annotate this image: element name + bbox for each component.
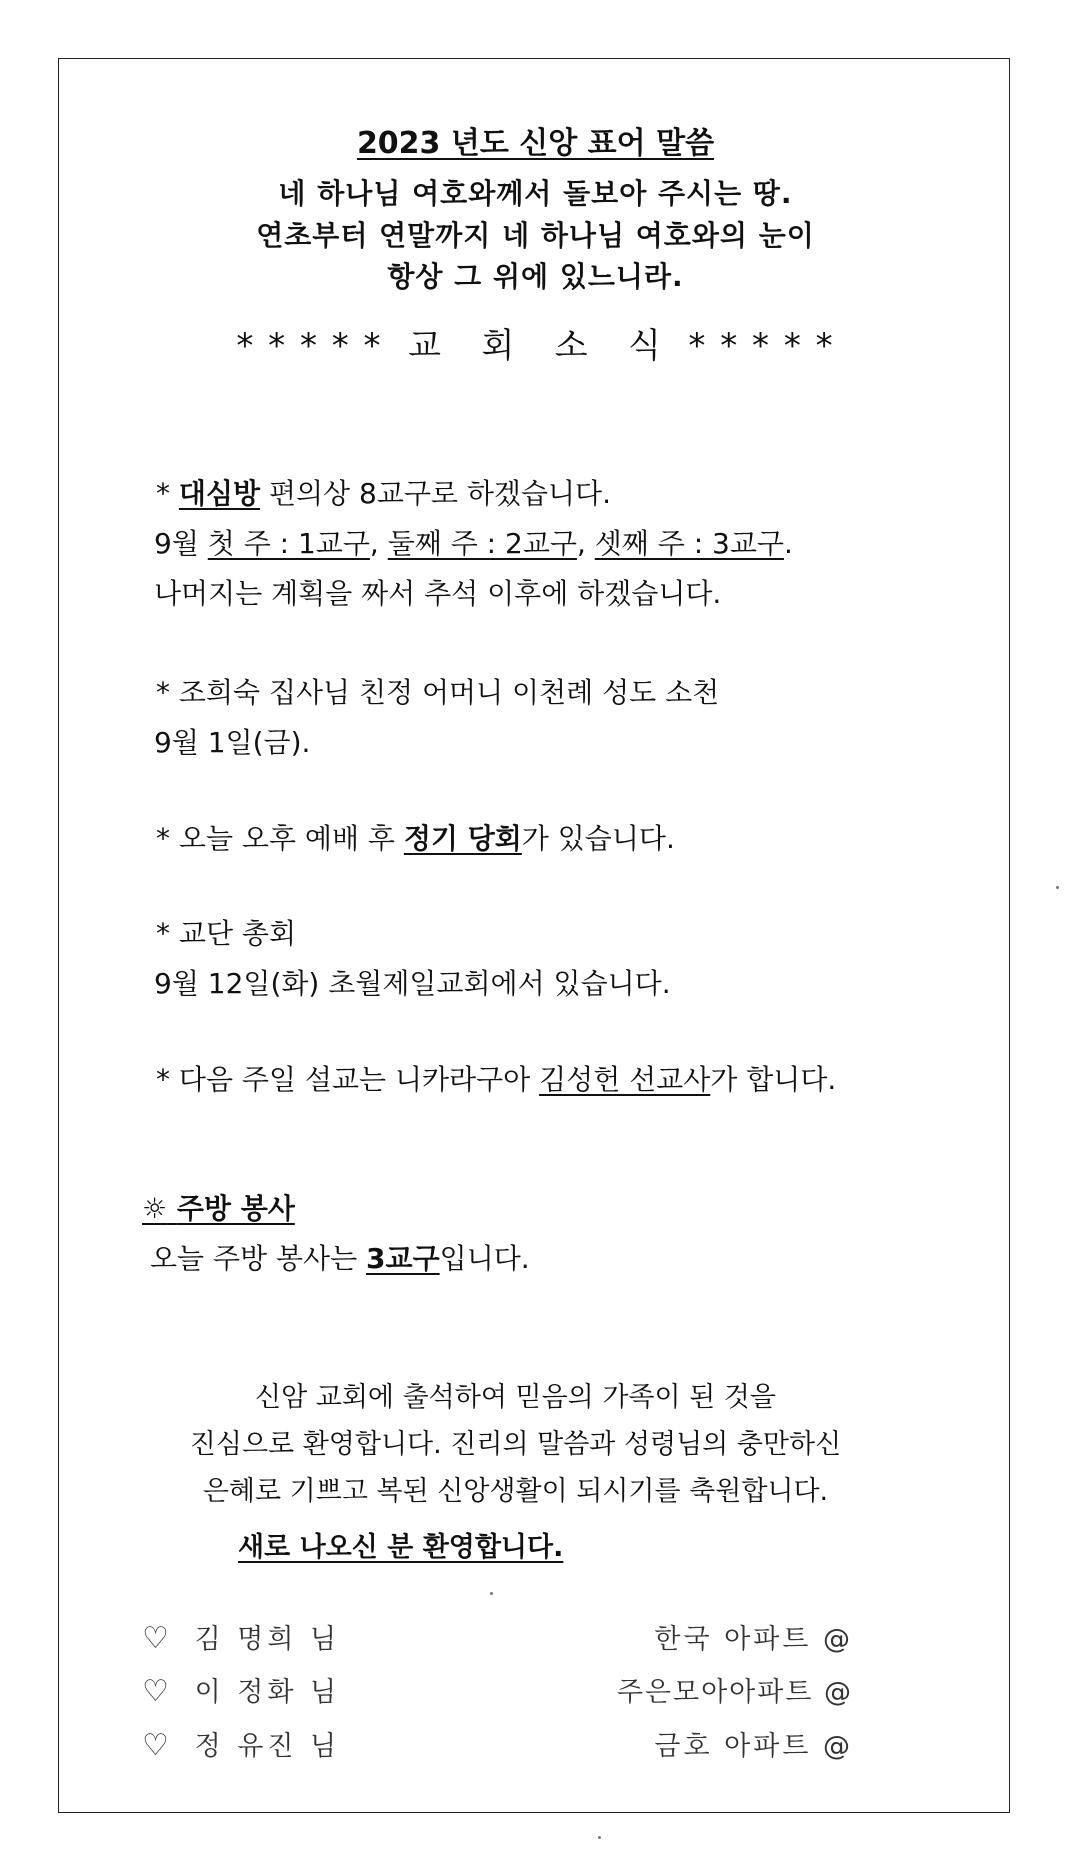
visitation-line-3: 나머지는 계획을 짜서 추석 이후에 하겠습니다.	[154, 577, 722, 610]
kitchen-prefix: 오늘 주방 봉사는	[150, 1242, 367, 1275]
visitation-week-1: 첫 주 : 1교구	[207, 527, 370, 560]
motto-title	[0, 118, 1071, 162]
sermon-suffix: 가 합니다.	[710, 1063, 837, 1096]
kitchen-heading	[142, 1187, 295, 1227]
verse-line-3: 항상 그 위에 있느니라.	[387, 260, 684, 293]
newcomer-row	[142, 1724, 340, 1763]
funeral-line-2: 9월 1일(금).	[154, 726, 311, 759]
visitation-keyword: 대심방	[178, 477, 261, 510]
heart-icon: ♡	[142, 1728, 169, 1763]
new-members-heading-text: 새로 나오신 분 환영합니다.	[238, 1532, 564, 1563]
assembly-line-1: * 교단 총회	[156, 917, 296, 950]
visitation-line-2	[154, 522, 793, 562]
sermon-keyword: 김성헌 선교사	[539, 1063, 711, 1096]
visitation-week-2: 둘째 주 : 2교구	[387, 527, 577, 560]
verse-line-1: 네 하나님 여호와께서 돌보아 주시는 땅.	[278, 177, 793, 210]
council-line	[156, 817, 675, 857]
separator: ,	[576, 527, 595, 560]
welcome-line-2: 진심으로 환영합니다. 진리의 말씀과 성령님의 충만하신	[189, 1429, 842, 1460]
welcome-line-3: 은혜로 기쁘고 복된 신앙생활이 되시기를 축원합니다.	[202, 1476, 829, 1507]
council-prefix: * 오늘 오후 예배 후	[156, 822, 404, 855]
motto-title-text: 2023 년도 신앙 표어 말씀	[356, 126, 715, 161]
newcomer-address: 한국 아파트 @	[654, 1624, 853, 1655]
newcomer-address: 금호 아파트 @	[654, 1731, 853, 1762]
newcomer-name: 정 유진 님	[194, 1731, 341, 1762]
visitation-week-3: 셋째 주 : 3교구	[594, 527, 784, 560]
verse-line-2: 연초부터 연말까지 네 하나님 여호와의 눈이	[256, 219, 815, 252]
sun-icon: ☼	[142, 1192, 168, 1225]
kitchen-heading-text	[142, 1192, 295, 1225]
scan-speck	[1056, 886, 1059, 889]
assembly-line-2: 9월 12일(화) 초월제일교회에서 있습니다.	[154, 967, 671, 1000]
scan-speck	[598, 1836, 601, 1839]
kitchen-keyword: 3교구	[366, 1242, 440, 1275]
visitation-rest: 편의상 8교구로 하겠습니다.	[260, 477, 612, 510]
visitation-month: 9월	[154, 527, 208, 560]
visitation-line-1	[156, 472, 611, 512]
newcomer-address: 주은모아아파트 @	[616, 1677, 853, 1708]
funeral-line-1: * 조희숙 집사님 친정 어머니 이천례 성도 소천	[156, 676, 720, 709]
newcomer-name: 김 명희 님	[194, 1624, 341, 1655]
heart-icon: ♡	[142, 1621, 169, 1656]
heart-icon: ♡	[142, 1674, 169, 1709]
kitchen-line	[150, 1237, 530, 1277]
church-news-heading: * * * * * 교 회 소 식 * * * * *	[236, 326, 835, 366]
council-suffix: 가 있습니다.	[521, 822, 675, 855]
welcome-line-1: 신암 교회에 출석하여 믿음의 가족이 된 것을	[255, 1382, 776, 1413]
sermon-line	[156, 1058, 836, 1098]
newcomer-row	[142, 1670, 340, 1709]
scan-speck	[490, 1592, 493, 1595]
newcomer-row	[142, 1617, 340, 1656]
new-members-heading	[238, 1525, 563, 1564]
kitchen-heading-label: 주방 봉사	[176, 1192, 295, 1225]
separator: ,	[369, 527, 388, 560]
newcomer-name: 이 정화 님	[194, 1677, 341, 1708]
bullet: *	[156, 477, 170, 510]
kitchen-suffix: 입니다.	[439, 1242, 530, 1275]
council-keyword: 정기 당회	[403, 822, 522, 855]
sermon-prefix: * 다음 주일 설교는 니카라구아	[156, 1063, 540, 1096]
period: .	[783, 527, 793, 560]
